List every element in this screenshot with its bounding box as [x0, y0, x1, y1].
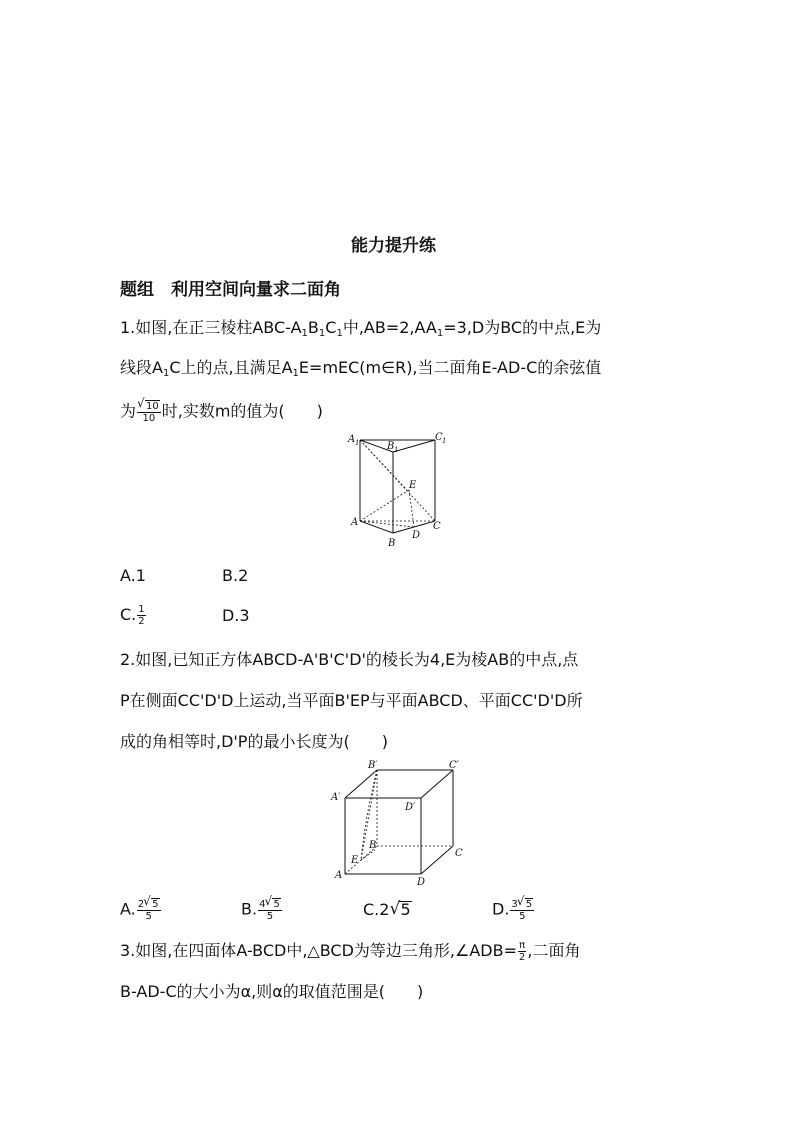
label-A-prime: A′ — [331, 792, 341, 803]
label-E: E — [351, 855, 359, 866]
q2-line3: 成的角相等时,D'P的最小长度为( ) — [120, 732, 388, 751]
label-A: A — [351, 517, 359, 528]
label-D: D — [417, 877, 426, 888]
label-A1: A — [348, 434, 356, 445]
q2-option-b[interactable]: B. $\frac{4√ 5}{5}$ — [241, 898, 283, 922]
label-C1: C — [435, 432, 443, 443]
q1-option-b[interactable]: B.2 — [222, 566, 249, 585]
cube-figure — [325, 758, 475, 888]
label-C: C — [433, 521, 441, 532]
q2-option-a[interactable]: A. $\frac{2√ 5}{5}$ — [120, 898, 162, 922]
q2-option-d[interactable]: D. $\frac{3√ 5}{5}$ — [492, 898, 535, 922]
label-C-prime: C′ — [449, 760, 459, 771]
q1-line3: 为 √ $\frac{10}{10}$ 时,实数m的值为( ) — [120, 400, 323, 424]
label-B1: B — [387, 441, 395, 452]
q2-line1: 2.如图,已知正方体ABCD-A'B'C'D'的棱长为4,E为棱AB的中点,点 — [120, 650, 579, 669]
label-B: B — [388, 538, 396, 549]
label-D-prime: D′ — [405, 802, 416, 813]
q3-line1: 3.如图,在四面体A-BCD中,△BCD为等边三角形,∠ADB= $\frac{\pi}{2}$ ,二面角 — [120, 940, 581, 963]
label-D: D — [412, 530, 421, 541]
q1-line2: 线段$A_1C$上的点,且满足$A_1E=mEC(m\in R)$,当二面角E-AD-C的余弦值 — [120, 358, 602, 379]
label-E: E — [409, 480, 417, 491]
prism-figure — [345, 430, 450, 555]
q1-option-a[interactable]: A.1 — [120, 566, 146, 585]
svg-text:1: 1 — [442, 437, 447, 445]
section-heading: 能力提升练 — [351, 236, 436, 256]
group-title: 题组 利用空间向量求二面角 — [120, 280, 341, 300]
label-A: A — [335, 870, 343, 881]
q1-line1: 1.如图,在正三棱柱ABC-$A_1B_1C_1$中$,AB=2,AA_1=3,D$为BC的中点,E为 — [120, 318, 602, 339]
label-B: B — [369, 840, 377, 851]
q3-line2: B-AD-C的大小为α,则α的取值范围是( ) — [120, 982, 424, 1001]
label-B-prime: B′ — [368, 760, 378, 771]
svg-text:1: 1 — [355, 439, 360, 447]
q1-option-d[interactable]: D.3 — [222, 606, 250, 625]
q2-option-c[interactable]: C.2√ 5 — [363, 900, 412, 920]
q1-option-c[interactable]: C. $\frac{1}{2}$ — [120, 604, 145, 627]
label-C: C — [455, 848, 463, 859]
svg-text:1: 1 — [394, 446, 399, 454]
q2-line2: P在侧面CC'D'D上运动,当平面B'EP与平面ABCD、平面CC'D'D所 — [120, 691, 583, 710]
fraction-sqrt10-over-10: √ $\frac{10}{10}$ — [137, 400, 161, 424]
